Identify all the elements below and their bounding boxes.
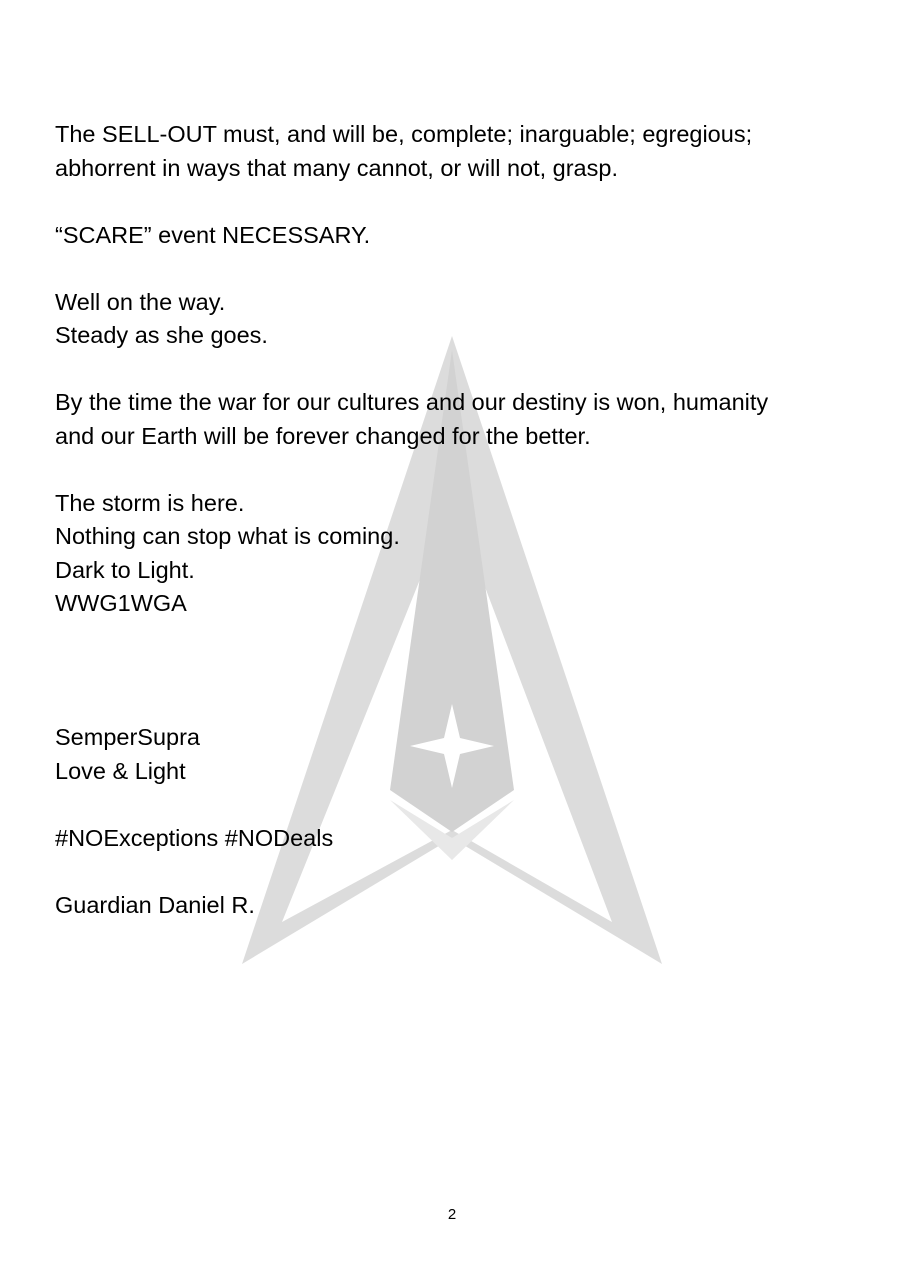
text-line: Steady as she goes. — [55, 322, 268, 348]
text-line: Dark to Light. — [55, 556, 195, 583]
document-body — [55, 118, 855, 956]
paragraph-sell-out — [55, 118, 855, 185]
text-line: WWG1WGA — [55, 590, 187, 616]
text-line: and our Earth will be forever changed for the better. — [55, 422, 591, 449]
paragraph-storm — [55, 487, 855, 621]
hashtags — [55, 822, 855, 856]
paragraph-scare-event — [55, 219, 855, 253]
text-line: The SELL-OUT must, and will be, complete; inarguable; egregious; — [55, 121, 753, 147]
spacer — [55, 621, 855, 688]
page-number: 2 — [447, 1206, 457, 1223]
spacer — [55, 688, 855, 722]
paragraph-war-for-cultures — [55, 386, 855, 453]
signature-line: SemperSupra — [55, 724, 200, 750]
text-line: “SCARE” event NECESSARY. — [55, 221, 371, 248]
hashtags-text: #NOExceptions #NODeals — [55, 824, 334, 851]
author-name: Guardian Daniel R. — [55, 891, 255, 918]
text-line: The storm is here. — [55, 489, 245, 516]
text-line: Nothing can stop what is coming. — [55, 523, 400, 549]
paragraph-well-on-the-way — [55, 286, 855, 353]
text-line: abhorrent in ways that many cannot, or will not, grasp. — [55, 154, 618, 181]
text-line: Well on the way. — [55, 288, 226, 315]
signature-block — [55, 721, 855, 788]
signature-line: Love & Light — [55, 757, 186, 784]
text-line: By the time the war for our cultures and our destiny is won, humanity — [55, 389, 769, 415]
author-line — [55, 889, 855, 923]
